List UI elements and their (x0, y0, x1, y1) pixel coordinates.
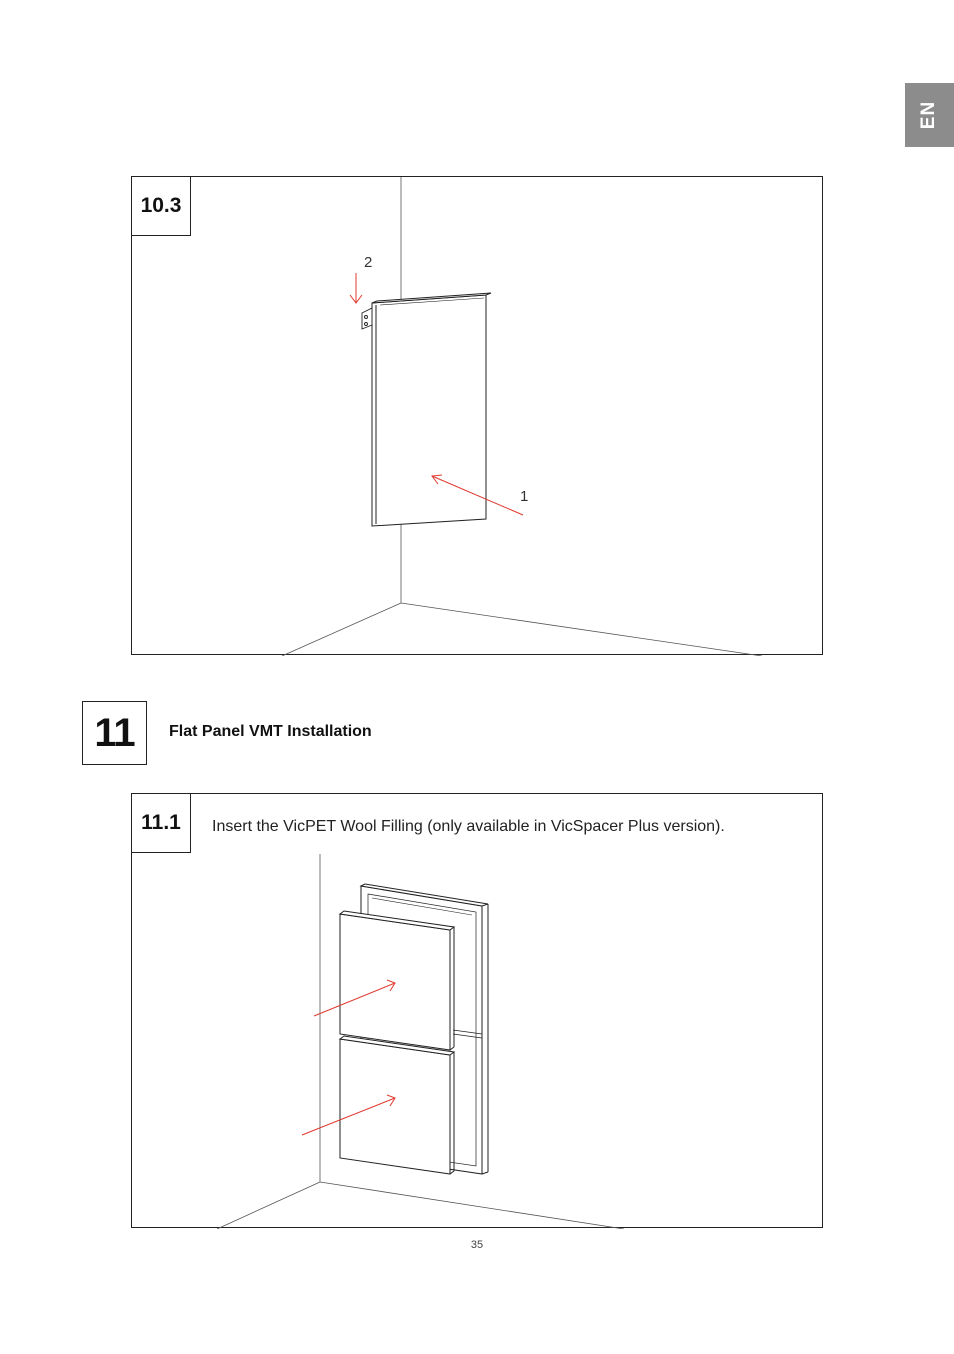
step-11-1-figure-box (131, 793, 823, 1228)
section-number: 11 (82, 701, 147, 765)
callout-2: 2 (364, 254, 373, 271)
language-tab-label: EN (918, 100, 940, 130)
wall-bracket (362, 308, 372, 329)
language-tab (905, 83, 954, 147)
arrow-down (350, 273, 362, 303)
callout-1: 1 (520, 488, 529, 505)
step-11-1-illustration (132, 794, 824, 1229)
step-11-1-label: 11.1 (131, 793, 191, 853)
section-title: Flat Panel VMT Installation (169, 723, 372, 740)
step-11-1-instruction: Insert the VicPET Wool Filling (only available in VicSpacer Plus version). (212, 818, 725, 835)
flat-panel (372, 293, 491, 526)
step-10-3-illustration (132, 177, 824, 656)
wool-filling-upper (340, 911, 454, 1050)
page-number: 35 (470, 1239, 484, 1251)
step-10-3-label: 10.3 (131, 176, 191, 236)
wool-filling-lower (340, 1036, 454, 1174)
step-10-3-figure-box (131, 176, 823, 655)
